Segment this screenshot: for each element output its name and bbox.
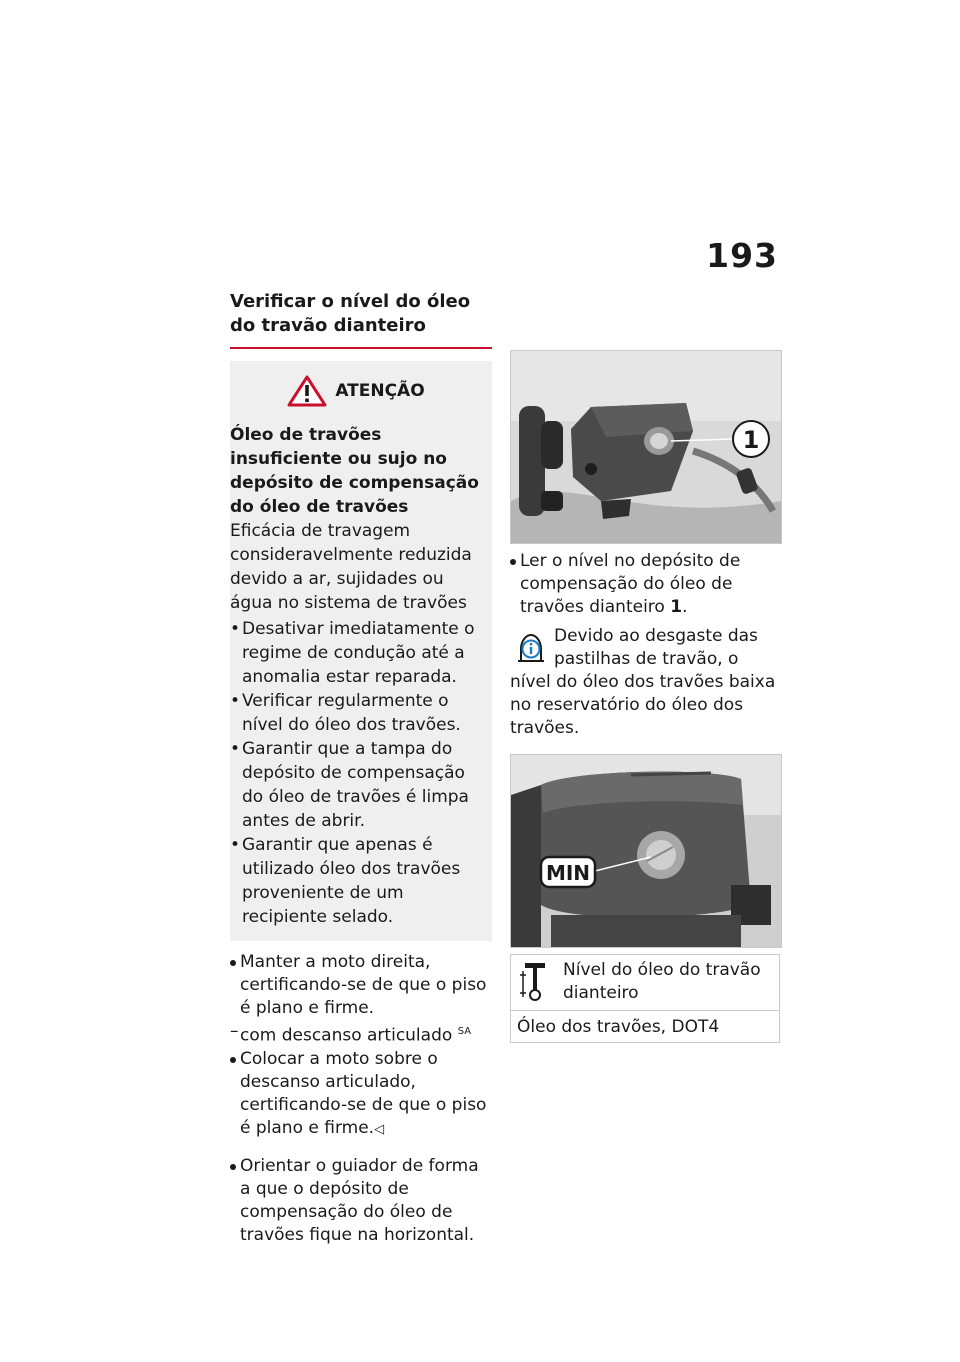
warning-box [230,361,492,941]
info-icon [516,627,546,665]
warning-triangle-icon [287,375,327,407]
step-text: Ler o nível no depósito de compensação do óleo de travões dianteiro [520,551,741,617]
warning-body [230,423,482,929]
figure-min-level [510,754,782,948]
read-steps [510,550,780,619]
spec-header [511,955,779,1011]
condition-superscript: SA [457,1026,472,1037]
condition-text: com descanso articulado [240,1025,453,1046]
figure-brake-reservoir [510,350,782,544]
list-item: • Desativar imediatamente o regime de condução até a anomalia estar reparada. [230,617,482,689]
end-mark-icon: ◁ [374,1121,385,1137]
step-item [230,1048,492,1141]
list-item: • Garantir que a tampa do depósito de compensação do óleo de travões é limpa antes de abrir. [230,737,482,833]
oil-dipstick-icon [517,959,557,1005]
warning-header [230,375,482,407]
list-item: • Verificar regularmente o nível do óleo dos travões. [230,689,482,737]
page-number: 193 [706,236,778,275]
step-item: Ler o nível no depósito de compensação do óleo de travões dianteiro 1. [510,550,780,619]
spec-title: Nível do óleo do travão dianteiro [563,960,761,1003]
list-item: • Garantir que apenas é utilizado óleo dos travões proveniente de um recipiente selado. [230,833,482,929]
step-ref: 1 [670,597,683,617]
condition-item [230,1020,492,1048]
warning-text: Eficácia de travagem consideravelmente reduzida devido a ar, sujidades ou água no sistema de travões [230,521,472,613]
continuation-spacer [510,290,780,344]
section-title: Verificar o nível do óleo do travão dianteiro [230,290,492,349]
callout-number: 1 [742,426,760,454]
spec-table [510,954,780,1043]
warning-bullets [230,617,482,929]
spec-value: Óleo dos travões, DOT4 [517,1017,720,1037]
warning-subtitle: Óleo de travões insuficiente ou sujo no depósito de compensação do óleo de travões [230,425,479,517]
left-column [230,290,492,1247]
brake-reservoir-illustration [511,351,781,543]
min-label: MIN [545,861,591,885]
note-text: Devido ao desgaste das pastilhas de travão, o nível do óleo dos travões baixa no reservatório do óleo dos travões. [510,626,776,738]
right-column [510,290,780,1043]
step-item: Manter a moto direita, certificando-se de que o piso é plano e firme. [230,951,492,1020]
warning-label: ATENÇÃO [335,381,425,401]
info-note [510,625,780,740]
step-item: Orientar o guiador de forma a que o depósito de compensação do óleo de travões fique na horizontal. [230,1155,492,1247]
procedure-steps [230,951,492,1247]
step-text: Colocar a moto sobre o descanso articulado, certificando-se de que o piso é plano e firme. [240,1048,487,1138]
min-level-illustration [511,755,781,947]
